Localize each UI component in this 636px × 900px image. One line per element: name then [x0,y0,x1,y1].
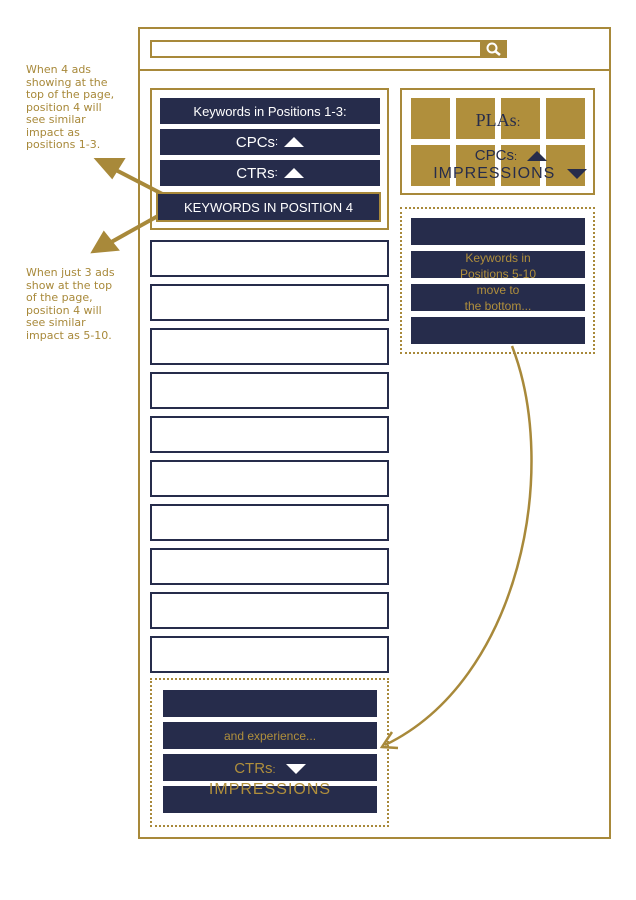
pla-impressions [430,165,590,183]
bottom-ctr-caption [163,760,377,777]
pla-tile[interactable] [546,98,585,139]
pla-cpc [456,147,566,164]
top-ads-heading [160,98,380,124]
top-cpc-bar [160,129,380,155]
side-ads-caption-line: move to [476,283,520,297]
pla-cpc-up-icon [527,151,547,161]
bottom-experience-caption [163,722,377,749]
arrow-head-top [98,160,122,176]
organic-result[interactable] [150,416,389,453]
side-ads-caption-line: Keywords in [465,251,531,265]
organic-result[interactable] [150,504,389,541]
note-four-ads: When 4 ads showing at the top of the page, position 4 will see similar impact as positions 1-3. [26,63,115,151]
side-ads-caption [411,250,585,314]
bottom-ctr-down-icon [286,764,306,774]
bottom-ctr-label: CTRs [234,760,273,777]
organic-result[interactable] [150,460,389,497]
top-ctr-suffix: : [274,167,278,179]
search-button[interactable] [480,40,507,58]
pla-cpc-suffix: : [513,151,518,163]
bottom-ad[interactable] [163,690,377,717]
bottom-impressions-caption [163,781,377,799]
pla-impressions-down-icon [567,169,587,179]
organic-result[interactable] [150,592,389,629]
bottom-experience-text: and experience... [223,728,317,743]
side-ads-caption-line: the bottom... [464,299,532,313]
search-input[interactable] [150,40,482,58]
pla-tile[interactable] [411,98,450,139]
pla-label-suffix: : [516,114,521,129]
top-ctr-bar [160,160,380,186]
ctr-up-icon [284,168,304,178]
position-4-label: KEYWORDS IN POSITION 4 [183,199,354,215]
pla-impressions-label: IMPRESSIONS [433,165,556,182]
pla-label [456,110,540,131]
note-three-ads: When just 3 ads show at the top of the page, position 4 will see similar impact as 5-10. [26,266,115,342]
bottom-ctr-suffix: : [272,764,276,776]
top-cpc-label: CPCs [235,133,276,151]
side-ad[interactable] [411,317,585,344]
organic-result[interactable] [150,548,389,585]
organic-result[interactable] [150,240,389,277]
header-divider [138,69,611,71]
top-ads-heading-text: Keywords in Positions 1-3: [193,103,347,119]
search-icon [480,40,507,58]
top-cpc-suffix: : [275,136,279,148]
organic-result[interactable] [150,636,389,673]
bottom-impressions-label: IMPRESSIONS [208,781,332,798]
arrow-head-bottom [94,234,116,251]
pla-label-text: PLAs [475,110,517,130]
top-ctr-label: CTRs [236,164,275,182]
organic-result[interactable] [150,372,389,409]
organic-result[interactable] [150,328,389,365]
side-ad[interactable] [411,218,585,245]
cpc-up-icon [284,137,304,147]
organic-result[interactable] [150,284,389,321]
side-ads-caption-line: Positions 5-10 [459,267,537,281]
pla-cpc-label: CPCs [474,147,514,164]
position-4-bar [156,192,381,222]
